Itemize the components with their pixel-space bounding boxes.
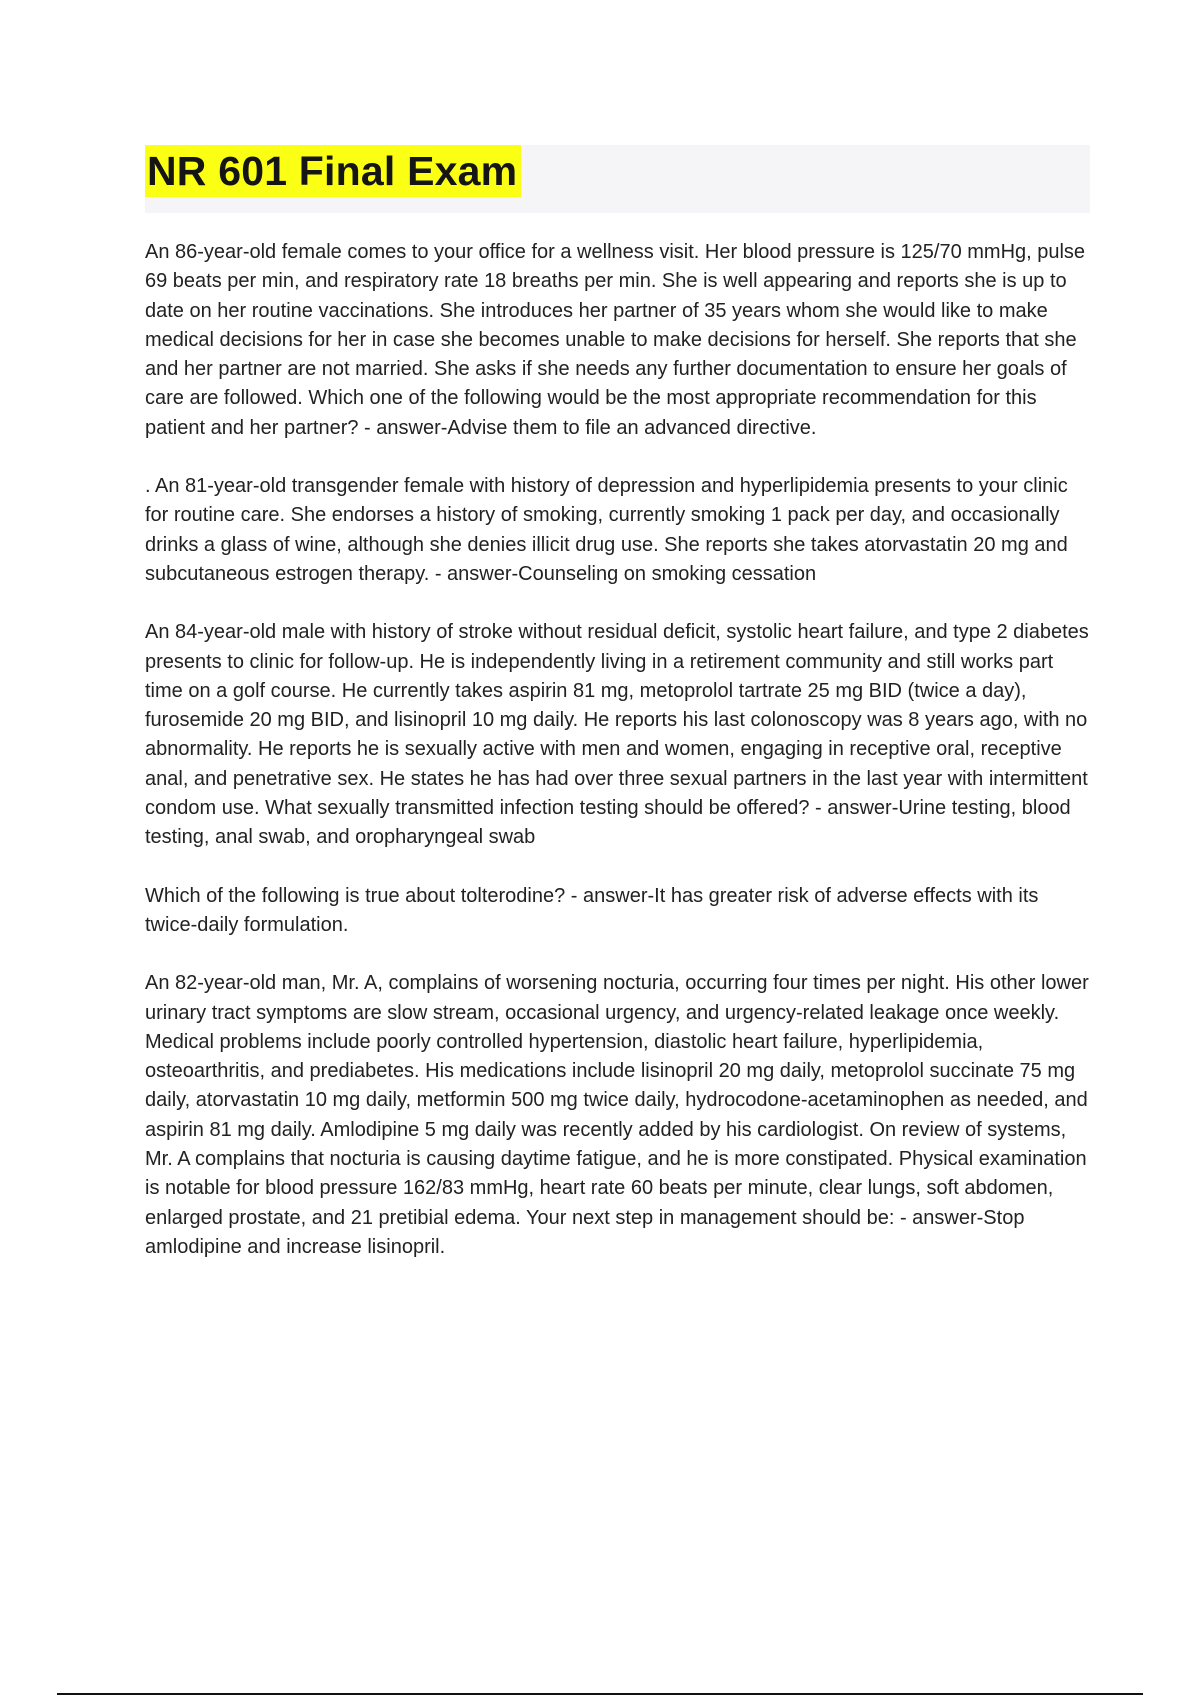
question-paragraph-3: An 84-year-old male with history of stroke without residual deficit, systolic heart failure, and type 2 diabetes presents to clinic for follow-up. He is independently living in a retirement community and still works part time on a golf course. He currently takes aspirin 81 mg, metoprolol tartrate 25 mg BID (twice a day), furosemide 20 mg BID, and lisinopril 10 mg daily. He reports his last colonoscopy was 8 years ago, with no abnormality. He reports he is sexually active with men and women, engaging in receptive oral, receptive anal, and penetrative sex. He states he has had over three sexual partners in the last year with intermittent condom use. What sexually transmitted infection testing should be offered? - answer-Urine testing, blood testing, anal swab, and oropharyngeal swab [145, 621, 1089, 849]
question-paragraph-1: An 86-year-old female comes to your office for a wellness visit. Her blood pressure is 125/70 mmHg, pulse 69 beats per min, and respiratory rate 18 breaths per min. She is well appearing and reports she is up to date on her routine vaccinations. She introduces her partner of 35 years whom she would like to make medical decisions for her in case she becomes unable to make decisions for herself. She reports that she and her partner are not married. She asks if she needs any further documentation to ensure her goals of care are followed. Which one of the following would be the most appropriate recommendation for this patient and her partner? - answer-Advise them to file an advanced directive. [145, 241, 1086, 439]
question-paragraph-4: Which of the following is true about tolterodine? - answer-It has greater risk of adverse effects with its twice-daily formulation. [145, 884, 1039, 936]
document-body [145, 238, 1090, 1291]
page-title: NR 601 Final Exam [145, 145, 521, 197]
question-paragraph-2: . An 81-year-old transgender female with history of depression and hyperlipidemia presents to your clinic for routine care. She endorses a history of smoking, currently smoking 1 pack per day, and occasionally drinks a glass of wine, although she denies illicit drug use. She reports she takes atorvastatin 20 mg and subcutaneous estrogen therapy. - answer-Counseling on smoking cessation [145, 475, 1068, 585]
question-paragraph-5: An 82-year-old man, Mr. A, complains of worsening nocturia, occurring four times per night. His other lower urinary tract symptoms are slow stream, occasional urgency, and urgency-related leakage once weekly. Medical problems include poorly controlled hypertension, diastolic heart failure, hyperlipidemia, osteoarthritis, and prediabetes. His medications include lisinopril 20 mg daily, metoprolol succinate 75 mg daily, atorvastatin 10 mg daily, metformin 500 mg twice daily, hydrocodone-acetaminophen as needed, and aspirin 81 mg daily. Amlodipine 5 mg daily was recently added by his cardiologist. On review of systems, Mr. A complains that nocturia is causing daytime fatigue, and he is more constipated. Physical examination is notable for blood pressure 162/83 mmHg, heart rate 60 beats per minute, clear lungs, soft abdomen, enlarged prostate, and 21 pretibial edema. Your next step in management should be: - answer-Stop amlodipine and increase lisinopril. [145, 972, 1089, 1258]
footer-divider [57, 1693, 1143, 1695]
